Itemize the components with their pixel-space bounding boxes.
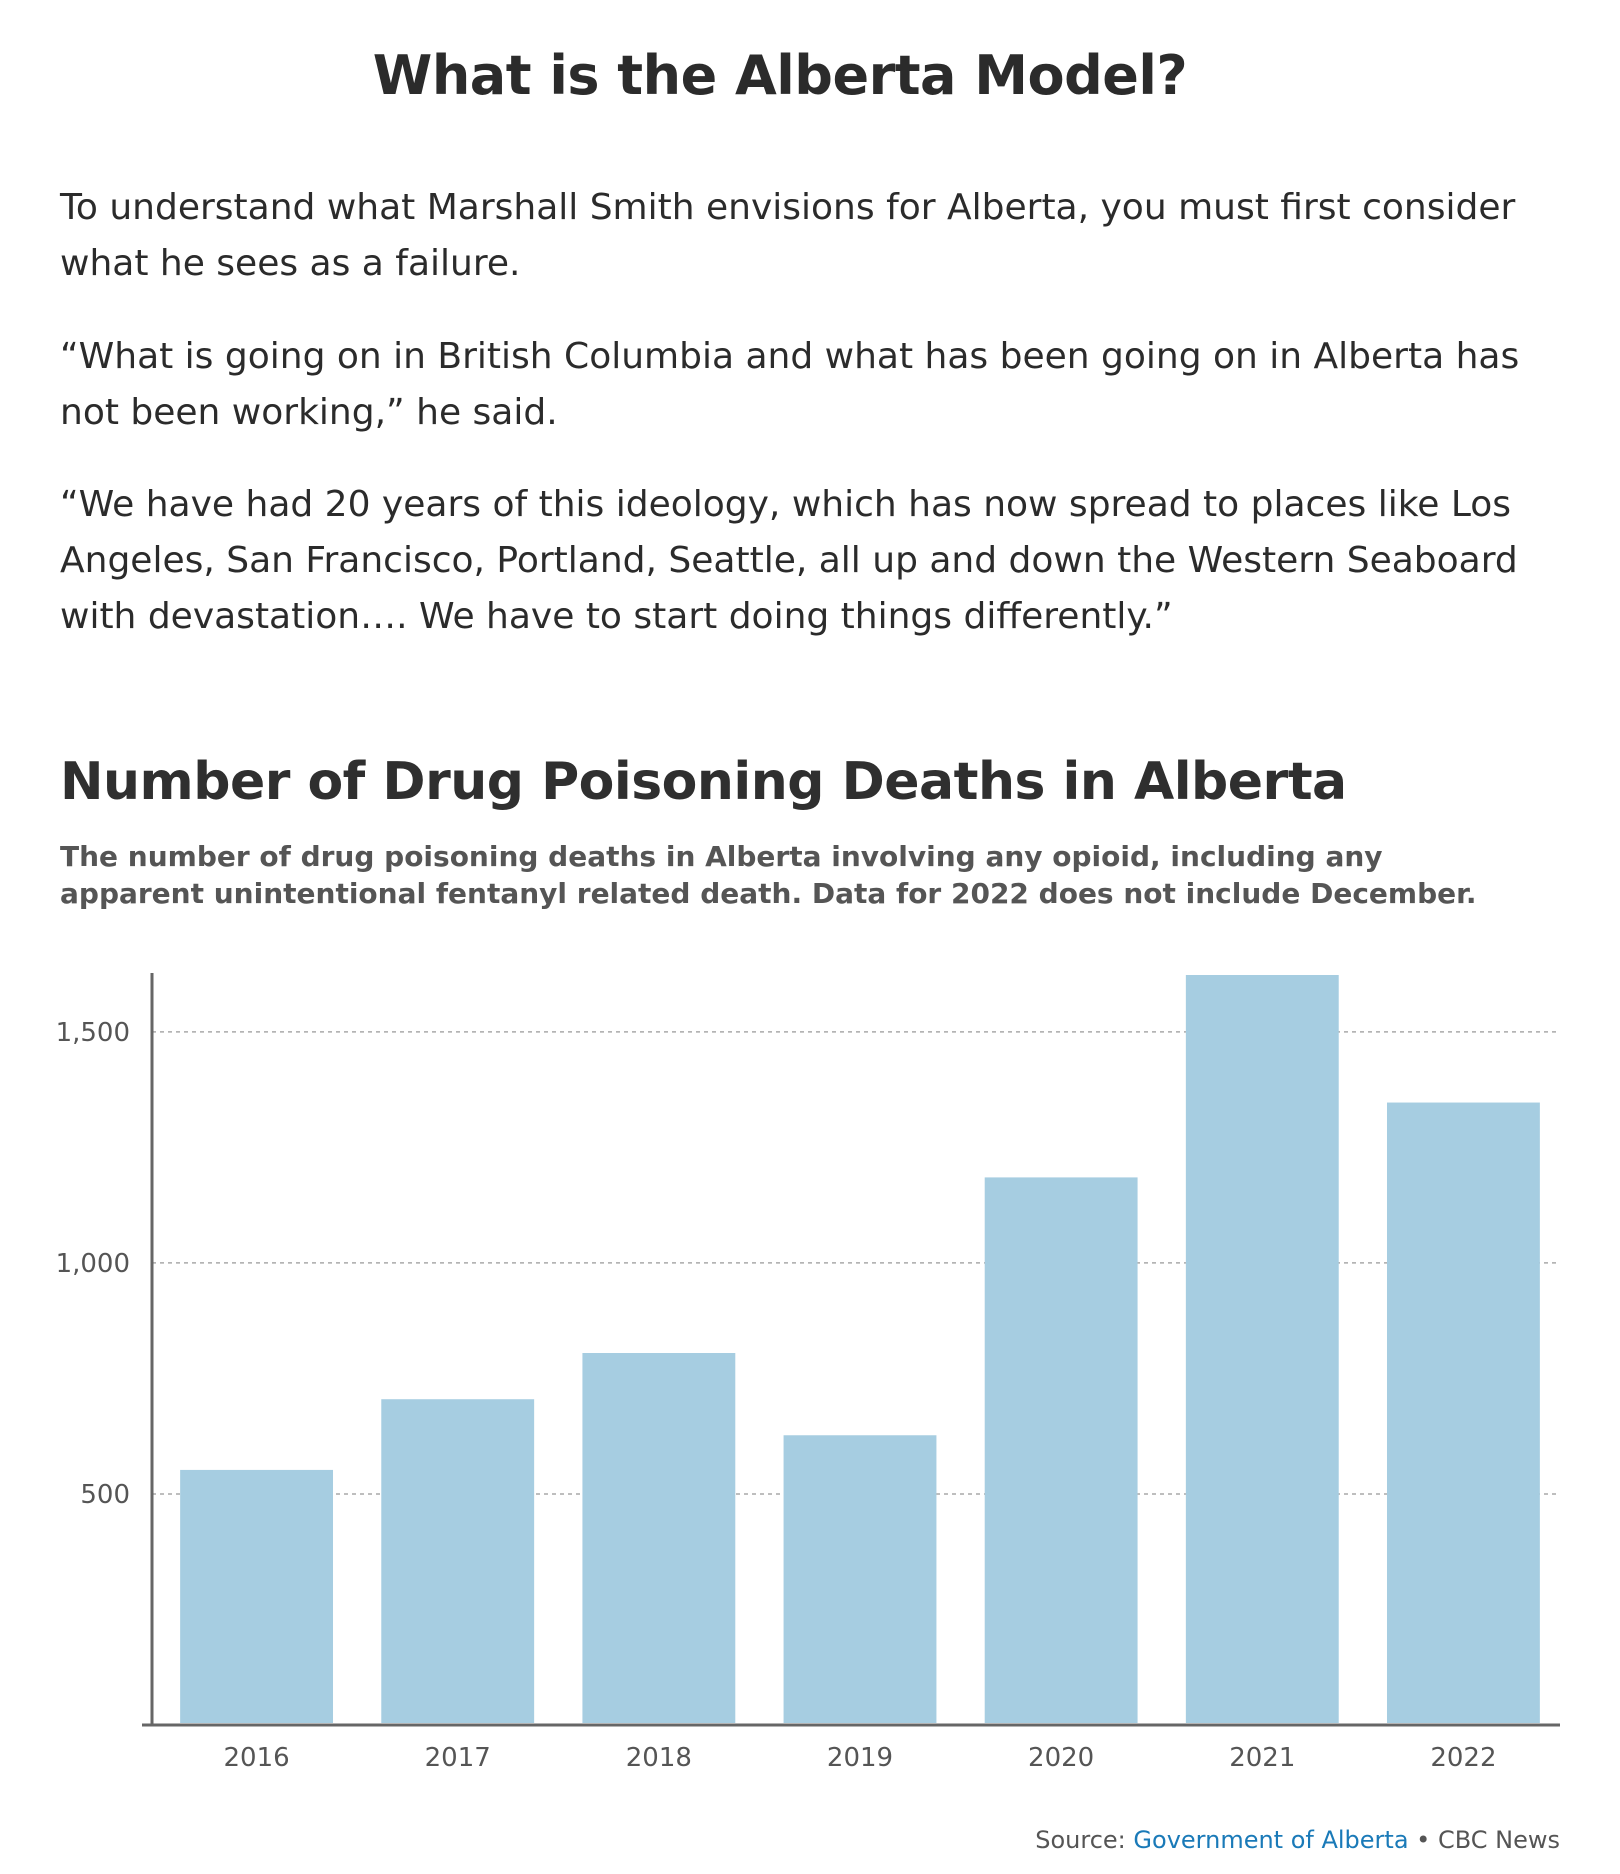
x-tick-label: 2017 (424, 1743, 491, 1773)
source-prefix: Source: (1035, 1826, 1134, 1854)
chart-title: Number of Drug Poisoning Deaths in Alberta (60, 752, 1347, 812)
y-tick-label: 1,000 (55, 1248, 130, 1279)
y-tick-label: 1,500 (55, 1017, 130, 1048)
x-tick-label: 2021 (1229, 1743, 1296, 1773)
x-tick-label: 2019 (826, 1743, 894, 1773)
paragraph-3: “We have had 20 years of this ideology, which has now spread to places like Los Angeles, San Francisco, Portland, Seattle, all up and down the Western Seaboard with devastation…. We have to start doing things differently.” (60, 484, 1518, 637)
bar (381, 1399, 534, 1723)
source-suffix: • CBC News (1408, 1826, 1560, 1854)
paragraph-1: To understand what Marshall Smith envisions for Alberta, you must first consider what he sees as a failure. (60, 187, 1516, 284)
bar (985, 1177, 1138, 1723)
source-line (1035, 1826, 1560, 1854)
bar (1186, 975, 1339, 1723)
bar (784, 1435, 937, 1723)
x-tick-label: 2016 (223, 1743, 290, 1773)
source-link[interactable]: Government of Alberta (1133, 1826, 1409, 1854)
article-title: What is the Alberta Model? (372, 44, 1188, 107)
x-tick-label: 2020 (1028, 1743, 1095, 1773)
paragraph-2: “What is going on in British Columbia and what has been going on in Alberta has not been working,” he said. (60, 336, 1520, 433)
y-tick-label: 500 (80, 1479, 130, 1510)
x-tick-label: 2022 (1430, 1743, 1497, 1773)
bar (180, 1470, 333, 1723)
bar-chart (0, 960, 1620, 1780)
chart-subtitle: The number of drug poisoning deaths in Alberta involving any opioid, including any apparent unintentional fentanyl related death. Data for 2022 does not include December. (60, 840, 1477, 910)
bar (1387, 1103, 1540, 1723)
x-tick-label: 2018 (625, 1743, 692, 1773)
bar (582, 1353, 735, 1723)
